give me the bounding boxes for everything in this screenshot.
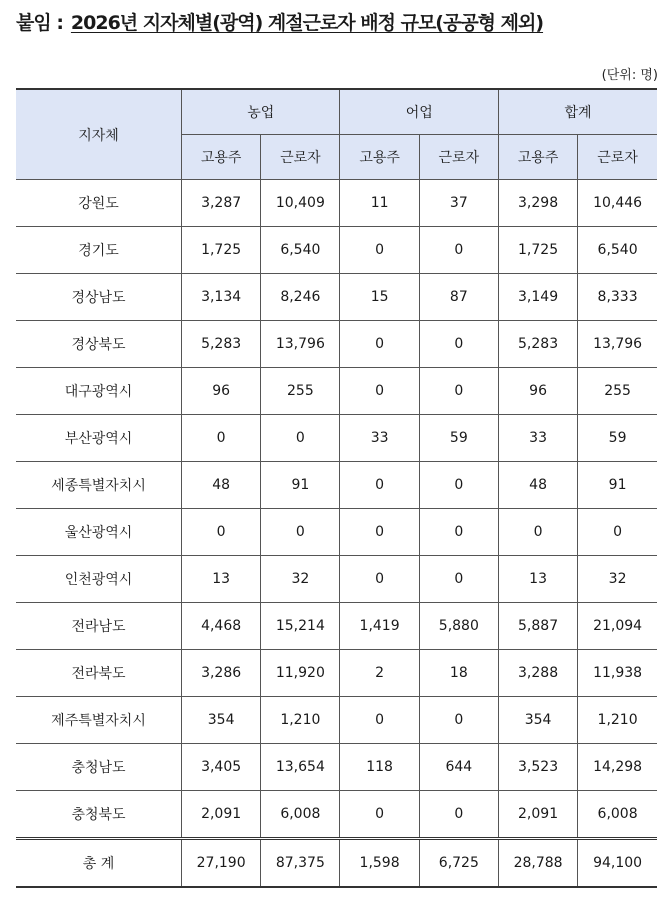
table-cell: 18 — [419, 650, 498, 697]
region-name: 경상북도 — [16, 321, 182, 368]
table-cell: 13,654 — [261, 744, 340, 791]
table-row — [16, 744, 657, 791]
table-cell: 6,540 — [578, 227, 657, 274]
region-name: 전라북도 — [16, 650, 182, 697]
table-cell: 1,725 — [182, 227, 261, 274]
subheader-worker: 근로자 — [261, 135, 340, 180]
table-cell: 59 — [419, 415, 498, 462]
table-cell: 6,540 — [261, 227, 340, 274]
table-cell: 0 — [419, 368, 498, 415]
table-cell: 33 — [340, 415, 419, 462]
table-cell: 32 — [578, 556, 657, 603]
total-row — [16, 839, 657, 888]
table-cell: 0 — [182, 415, 261, 462]
table-cell: 27,190 — [182, 839, 261, 888]
table-cell: 11 — [340, 180, 419, 227]
table-cell: 5,880 — [419, 603, 498, 650]
group-header-fishery: 어업 — [340, 89, 498, 135]
table-row — [16, 556, 657, 603]
table-cell: 94,100 — [578, 839, 657, 888]
table-cell: 5,283 — [498, 321, 577, 368]
table-cell: 0 — [340, 462, 419, 509]
table-cell: 15 — [340, 274, 419, 321]
table-cell: 255 — [578, 368, 657, 415]
table-cell: 1,725 — [498, 227, 577, 274]
table-cell: 13 — [182, 556, 261, 603]
document-title — [16, 8, 543, 35]
table-cell: 0 — [578, 509, 657, 556]
table-row — [16, 274, 657, 321]
table-cell: 0 — [261, 509, 340, 556]
table-cell: 0 — [340, 368, 419, 415]
subheader-employer: 고용주 — [182, 135, 261, 180]
table-cell: 2,091 — [182, 791, 261, 839]
table-cell: 0 — [419, 791, 498, 839]
table-cell: 1,210 — [578, 697, 657, 744]
table-cell: 354 — [182, 697, 261, 744]
region-name: 인천광역시 — [16, 556, 182, 603]
table-cell: 1,598 — [340, 839, 419, 888]
subheader-worker: 근로자 — [578, 135, 657, 180]
table-cell: 6,008 — [578, 791, 657, 839]
title-prefix: 붙임 : — [16, 12, 63, 34]
table-cell: 0 — [419, 697, 498, 744]
table-cell: 3,286 — [182, 650, 261, 697]
table-cell: 118 — [340, 744, 419, 791]
table-cell: 0 — [498, 509, 577, 556]
table-cell: 10,409 — [261, 180, 340, 227]
table-cell: 3,287 — [182, 180, 261, 227]
region-column-header: 지자체 — [16, 89, 182, 180]
table-cell: 96 — [182, 368, 261, 415]
table-cell: 255 — [261, 368, 340, 415]
table-cell: 15,214 — [261, 603, 340, 650]
table-cell: 1,419 — [340, 603, 419, 650]
table-cell: 0 — [419, 462, 498, 509]
table-row — [16, 415, 657, 462]
table-cell: 3,149 — [498, 274, 577, 321]
table-cell: 2,091 — [498, 791, 577, 839]
region-name: 경상남도 — [16, 274, 182, 321]
subheader-employer: 고용주 — [340, 135, 419, 180]
table-cell: 0 — [340, 697, 419, 744]
region-name: 부산광역시 — [16, 415, 182, 462]
table-cell: 11,920 — [261, 650, 340, 697]
table-row — [16, 509, 657, 556]
table-row — [16, 227, 657, 274]
group-header-agriculture: 농업 — [182, 89, 340, 135]
table-cell: 8,333 — [578, 274, 657, 321]
table-cell: 3,298 — [498, 180, 577, 227]
region-name: 충청남도 — [16, 744, 182, 791]
region-name: 대구광역시 — [16, 368, 182, 415]
region-name: 세종특별자치시 — [16, 462, 182, 509]
table-cell: 91 — [261, 462, 340, 509]
table-cell: 0 — [419, 556, 498, 603]
table-cell: 1,210 — [261, 697, 340, 744]
table-cell: 3,405 — [182, 744, 261, 791]
table-cell: 14,298 — [578, 744, 657, 791]
region-name: 총 계 — [16, 839, 182, 888]
allocation-table — [16, 88, 657, 888]
table-cell: 13 — [498, 556, 577, 603]
table-cell: 91 — [578, 462, 657, 509]
region-name: 제주특별자치시 — [16, 697, 182, 744]
region-name: 충청북도 — [16, 791, 182, 839]
table-cell: 6,008 — [261, 791, 340, 839]
table-cell: 5,887 — [498, 603, 577, 650]
table-cell: 3,134 — [182, 274, 261, 321]
table-row — [16, 650, 657, 697]
table-row — [16, 368, 657, 415]
table-cell: 3,523 — [498, 744, 577, 791]
subheader-employer: 고용주 — [498, 135, 577, 180]
table-cell: 644 — [419, 744, 498, 791]
table-cell: 354 — [498, 697, 577, 744]
table-cell: 10,446 — [578, 180, 657, 227]
title-subject: 2026년 지자체별(광역) 계절근로자 배정 규모(공공형 제외) — [70, 12, 544, 34]
table-cell: 87 — [419, 274, 498, 321]
table-cell: 13,796 — [261, 321, 340, 368]
table-cell: 6,725 — [419, 839, 498, 888]
table-cell: 2 — [340, 650, 419, 697]
table-cell: 0 — [182, 509, 261, 556]
table-row — [16, 697, 657, 744]
table-cell: 0 — [419, 321, 498, 368]
table-cell: 0 — [340, 321, 419, 368]
table-cell: 13,796 — [578, 321, 657, 368]
table-row — [16, 603, 657, 650]
table-cell: 32 — [261, 556, 340, 603]
table-cell: 48 — [498, 462, 577, 509]
table-cell: 48 — [182, 462, 261, 509]
table-cell: 3,288 — [498, 650, 577, 697]
table-cell: 59 — [578, 415, 657, 462]
table-cell: 33 — [498, 415, 577, 462]
table-cell: 0 — [340, 556, 419, 603]
table-cell: 0 — [419, 509, 498, 556]
table-cell: 0 — [340, 509, 419, 556]
subheader-worker: 근로자 — [419, 135, 498, 180]
header-row-groups — [16, 89, 657, 135]
table-cell: 0 — [340, 791, 419, 839]
table-cell: 87,375 — [261, 839, 340, 888]
region-name: 강원도 — [16, 180, 182, 227]
group-header-total: 합계 — [498, 89, 657, 135]
table-body — [16, 180, 657, 888]
table-cell: 11,938 — [578, 650, 657, 697]
region-name: 울산광역시 — [16, 509, 182, 556]
table-row — [16, 791, 657, 839]
table-cell: 0 — [340, 227, 419, 274]
table-cell: 28,788 — [498, 839, 577, 888]
unit-note: (단위: 명) — [601, 68, 658, 83]
region-name: 전라남도 — [16, 603, 182, 650]
table-cell: 96 — [498, 368, 577, 415]
table-row — [16, 321, 657, 368]
table-row — [16, 180, 657, 227]
table-row — [16, 462, 657, 509]
table-cell: 5,283 — [182, 321, 261, 368]
table-cell: 8,246 — [261, 274, 340, 321]
region-name: 경기도 — [16, 227, 182, 274]
table-cell: 0 — [261, 415, 340, 462]
table-cell: 0 — [419, 227, 498, 274]
table-cell: 4,468 — [182, 603, 261, 650]
table-cell: 21,094 — [578, 603, 657, 650]
table-cell: 37 — [419, 180, 498, 227]
